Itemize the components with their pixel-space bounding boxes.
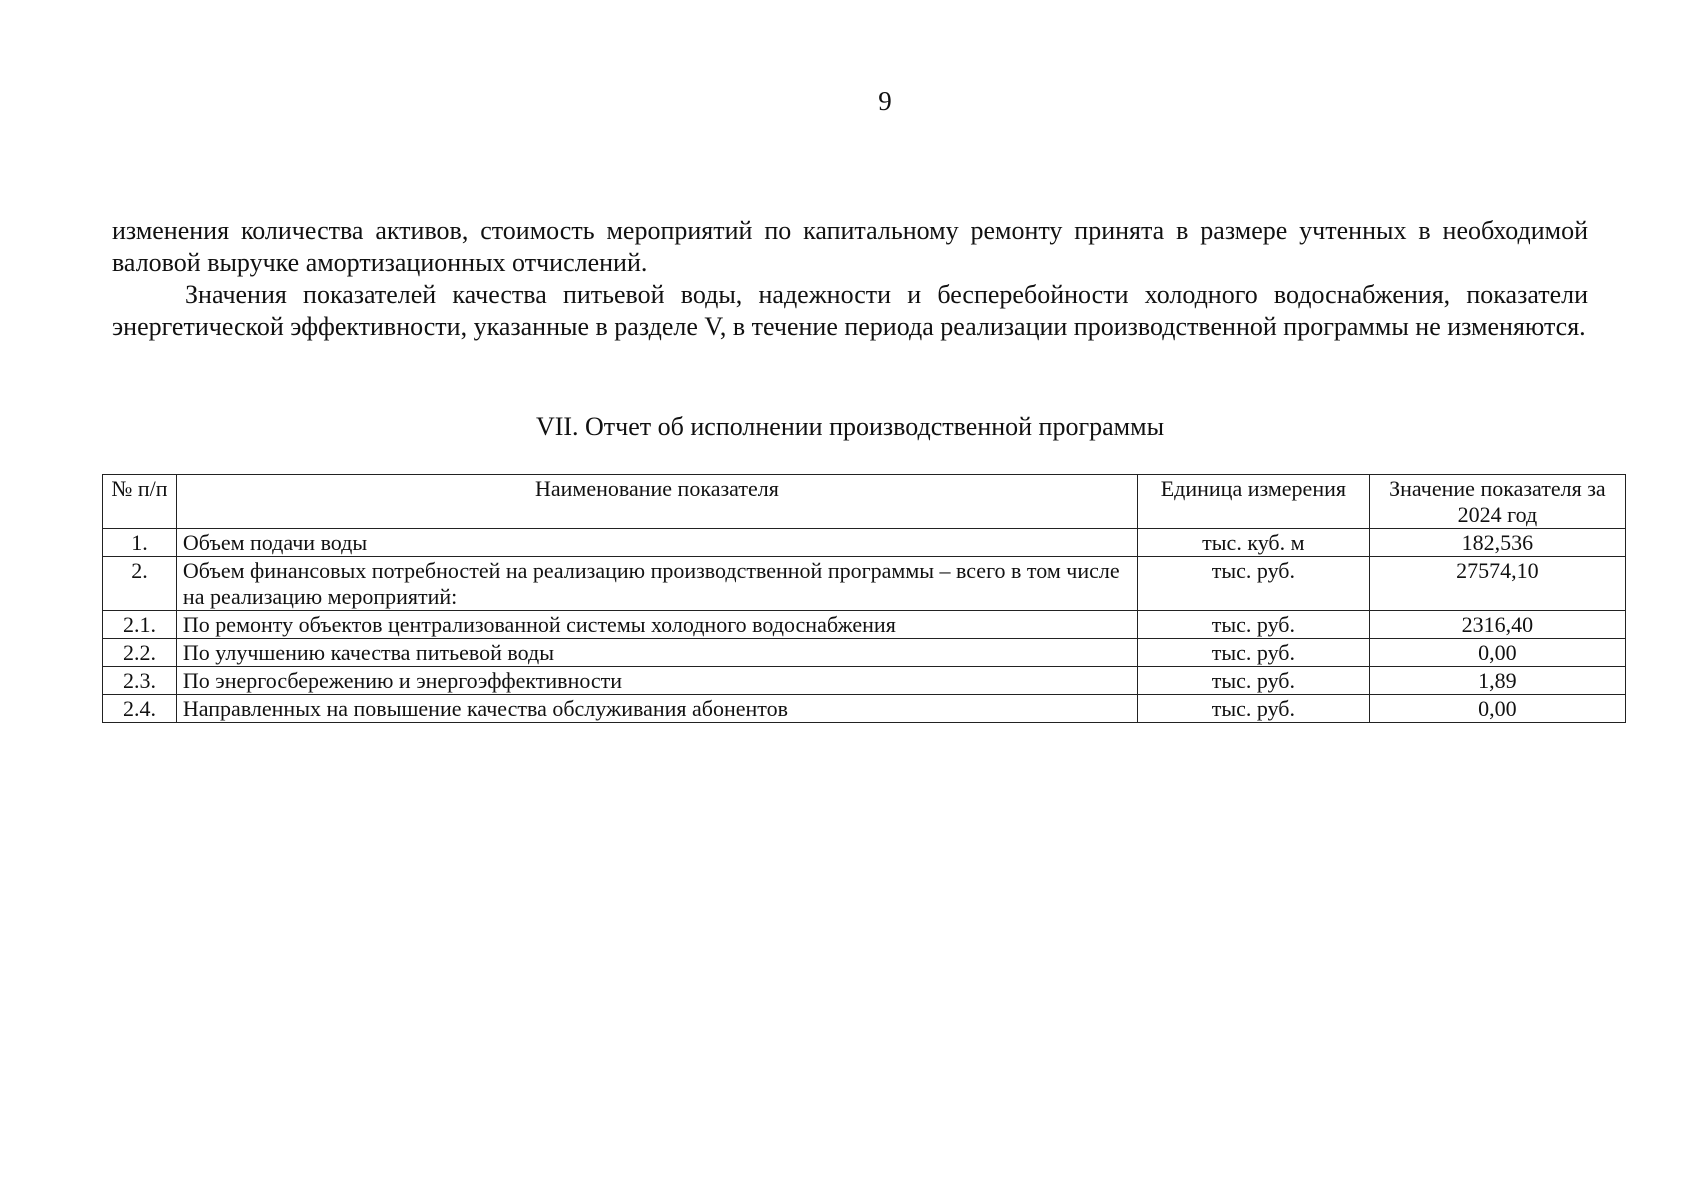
row-num: 2.4. xyxy=(103,695,177,723)
body-text xyxy=(112,215,1588,343)
table-row xyxy=(103,639,1626,667)
table-row xyxy=(103,611,1626,639)
row-name: Объем финансовых потребностей на реализацию производственной программы – всего в том числе на реализацию мероприятий: xyxy=(176,557,1137,611)
row-unit: тыс. руб. xyxy=(1137,667,1369,695)
header-value: Значение показателя за 2024 год xyxy=(1369,475,1625,529)
paragraph-quality-indicators: Значения показателей качества питьевой воды, надежности и бесперебойности холодного водоснабжения, показатели энергетической эффективности, указанные в разделе V, в течение периода реализации производственной программы не изменяются. xyxy=(112,280,1588,341)
row-num: 2.2. xyxy=(103,639,177,667)
row-value: 0,00 xyxy=(1369,639,1625,667)
row-value: 2316,40 xyxy=(1369,611,1625,639)
row-value: 1,89 xyxy=(1369,667,1625,695)
header-name: Наименование показателя xyxy=(176,475,1137,529)
row-num: 1. xyxy=(103,529,177,557)
row-name: Направленных на повышение качества обслуживания абонентов xyxy=(176,695,1137,723)
header-num: № п/п xyxy=(103,475,177,529)
row-unit: тыс. руб. xyxy=(1137,611,1369,639)
row-unit: тыс. руб. xyxy=(1137,557,1369,611)
row-value: 27574,10 xyxy=(1369,557,1625,611)
row-unit: тыс. руб. xyxy=(1137,639,1369,667)
row-num: 2.1. xyxy=(103,611,177,639)
header-unit: Единица измерения xyxy=(1137,475,1369,529)
table-row xyxy=(103,557,1626,611)
report-table xyxy=(102,474,1626,723)
table-row xyxy=(103,529,1626,557)
row-unit: тыс. куб. м xyxy=(1137,529,1369,557)
table-row xyxy=(103,667,1626,695)
row-unit: тыс. руб. xyxy=(1137,695,1369,723)
row-num: 2. xyxy=(103,557,177,611)
row-name: По энергосбережению и энергоэффективности xyxy=(176,667,1137,695)
row-value: 0,00 xyxy=(1369,695,1625,723)
paragraph-continuation: изменения количества активов, стоимость мероприятий по капитальному ремонту принята в размере учтенных в необходимой валовой выручке амортизационных отчислений. xyxy=(112,216,1588,277)
row-num: 2.3. xyxy=(103,667,177,695)
section-heading: VII. Отчет об исполнении производственной программы xyxy=(535,412,1165,441)
row-name: По улучшению качества питьевой воды xyxy=(176,639,1137,667)
table-row xyxy=(103,695,1626,723)
row-name: По ремонту объектов централизованной системы холодного водоснабжения xyxy=(176,611,1137,639)
page-number: 9 xyxy=(878,86,892,116)
table-header-row xyxy=(103,475,1626,529)
row-name: Объем подачи воды xyxy=(176,529,1137,557)
row-value: 182,536 xyxy=(1369,529,1625,557)
